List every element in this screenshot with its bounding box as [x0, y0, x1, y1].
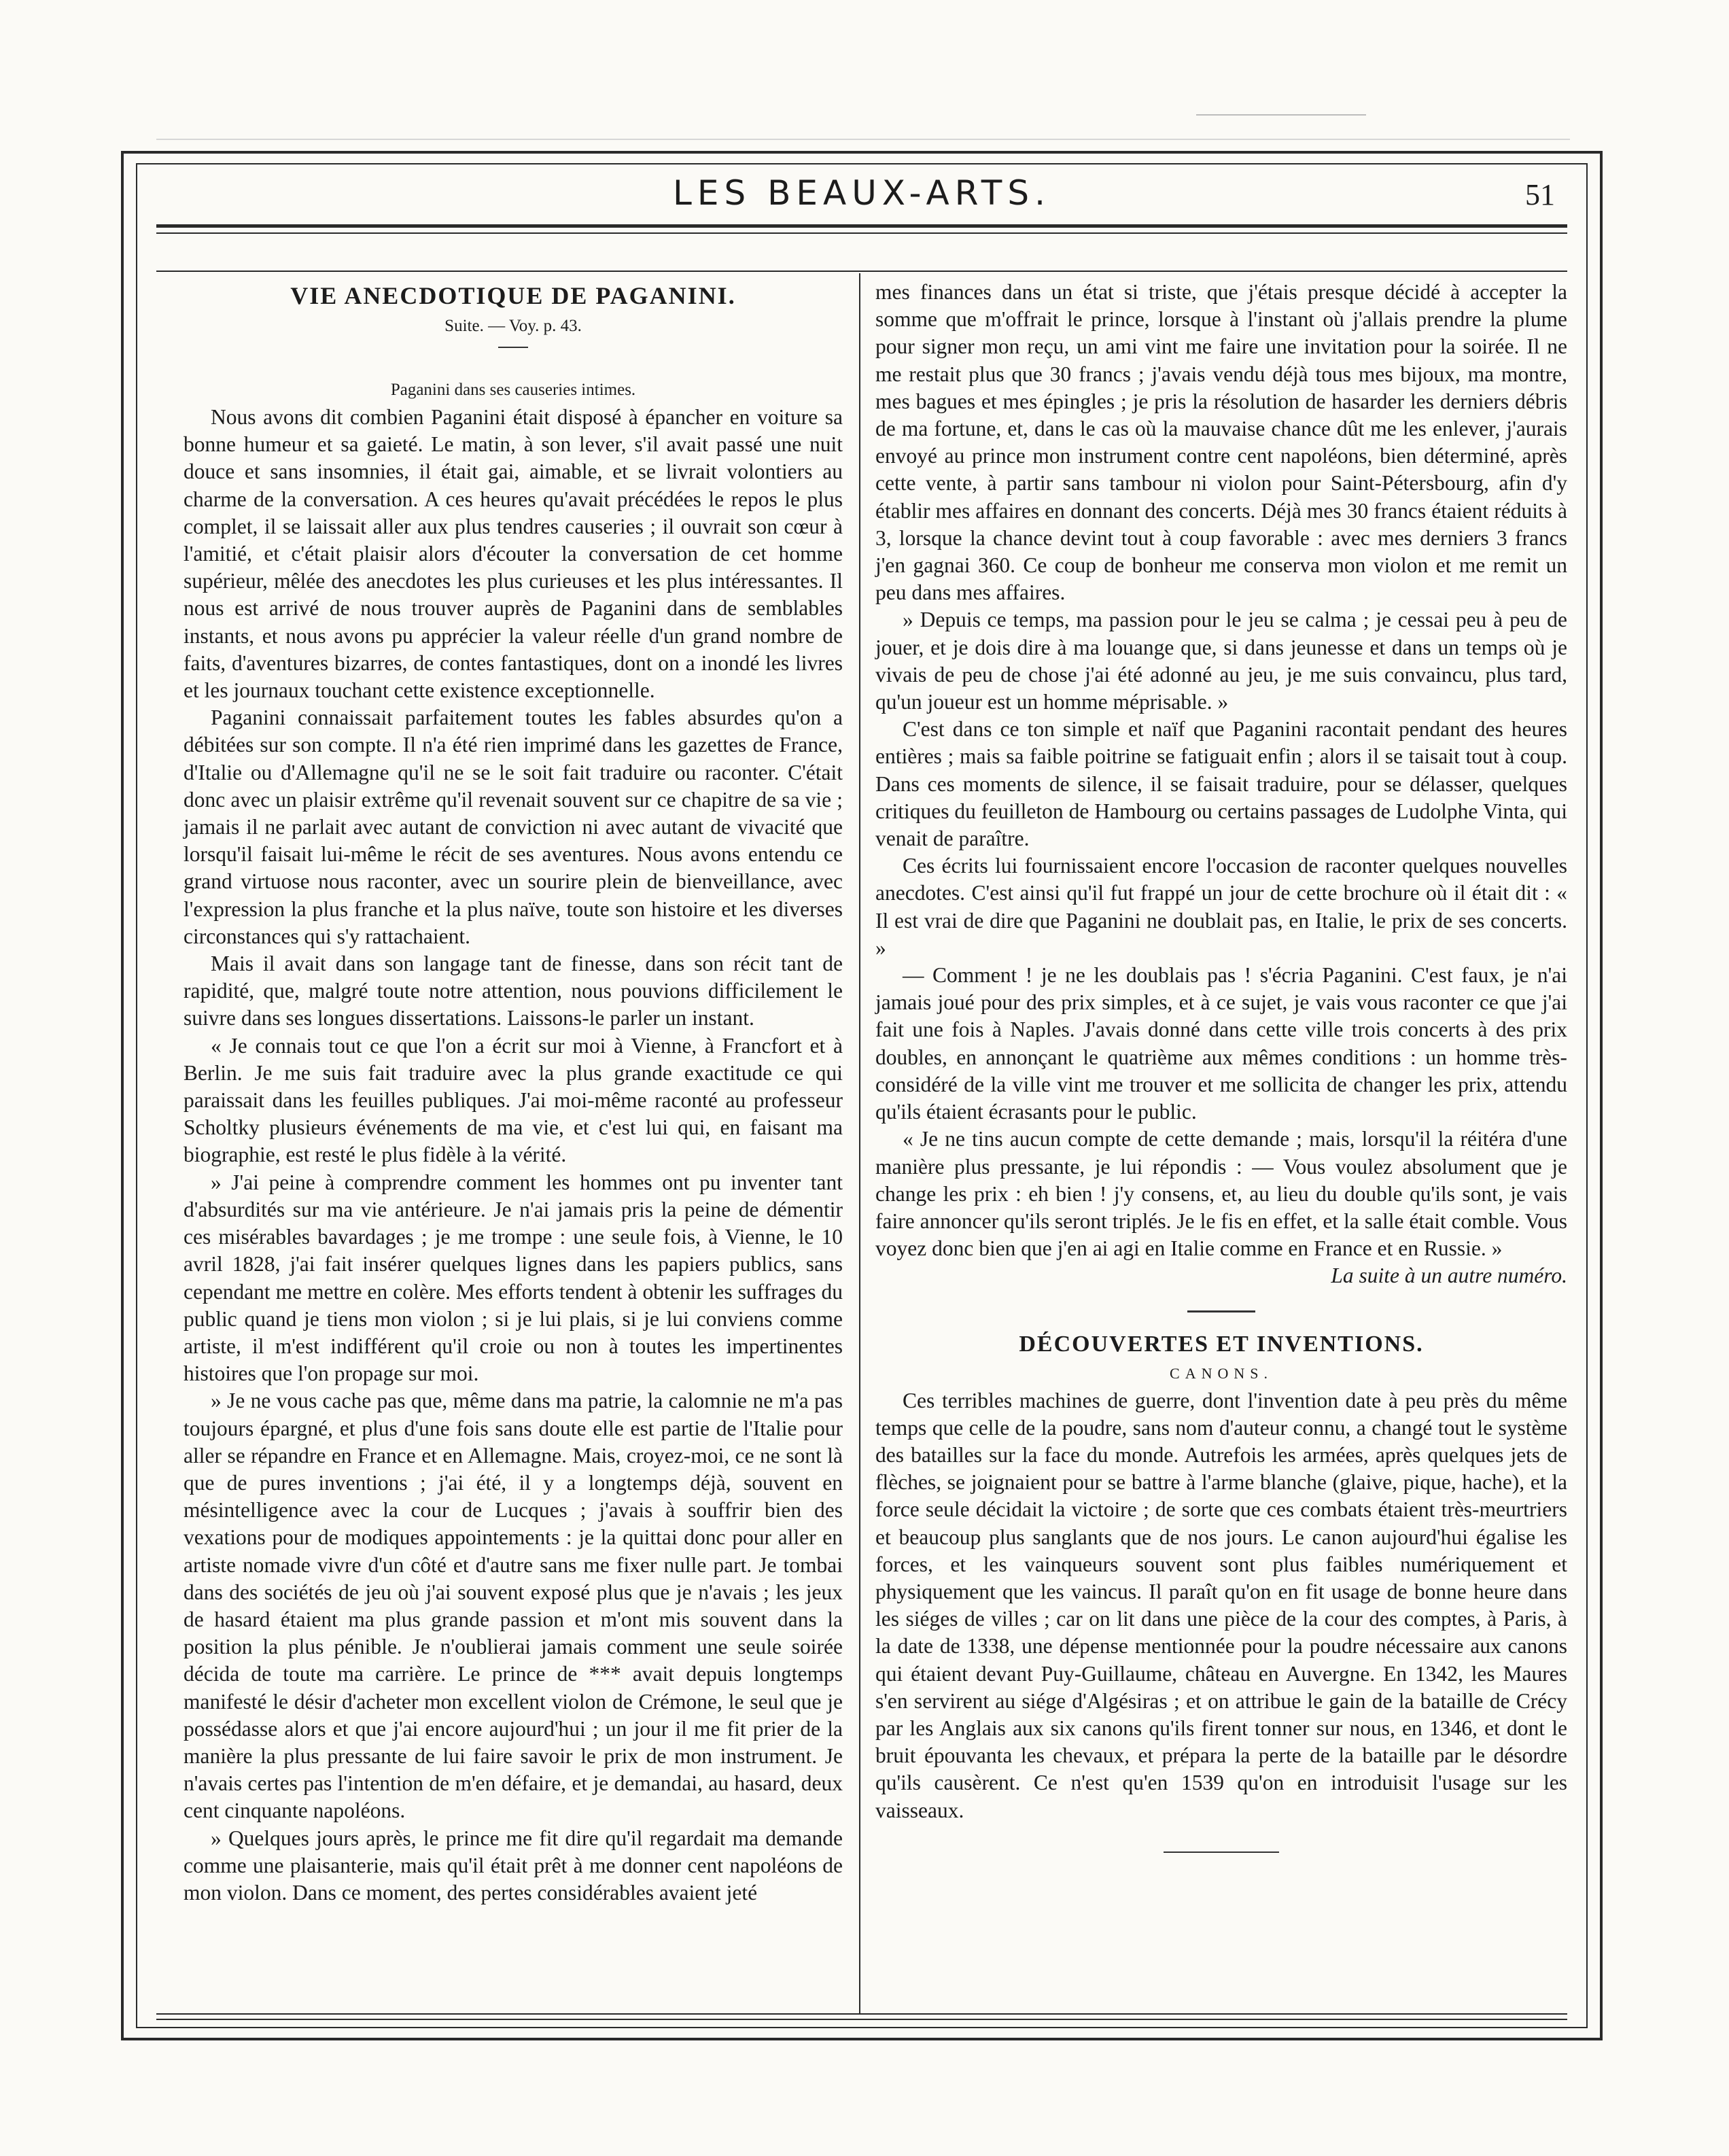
page-number: 51	[1525, 178, 1555, 211]
header-rule-thin	[156, 232, 1567, 234]
paragraph: Ces écrits lui fournissaient encore l'occasion de raconter quelques nouvelles anecdotes. C'est ainsi qu'il fut frappé un jour de cette brochure où il était dit : « Il est vrai de dire que Paganini ne doublait pas, en Italie, le prix de ses concerts. »	[875, 854, 1567, 960]
scan-noise	[156, 139, 1570, 140]
continued-note: La suite à un autre numéro.	[1331, 1264, 1567, 1288]
section-rule	[1187, 1310, 1255, 1312]
paragraph: » Je ne vous cache pas que, même dans ma patrie, la calomnie ne m'a pas toujours épargné, et plus d'une fois sans doute elle est partie de l'Italie pour aller se répandre en France et en Allemagne. Mais, croyez-moi, ce ne sont là que de pures inventions ; j'ai été, il y a longtemps déjà, souvent en mésintelligence avec la cour de Lucques ; j'avais à souffrir bien des vexations pour de modiques appointements : je la quittai donc pour aller en artiste nomade vivre d'un côté et d'autre sans me fixer nulle part. Je tombai dans des sociétés de jeu où j'ai souvent exposé plus que je n'avais ; les jeux de hasard étaient ma plus grande passion et m'ont mis souvent dans la position la plus pénible. Je n'oublierai jamais comment une seule soirée décida de toute ma carrière. Le prince de *** avait depuis longtemps manifesté le désir d'acheter mon excellent violon de Crémone, le seul que je possédasse alors et que j'ai encore aujourd'hui ; un jour il me fit prier de la manière la plus pressante de lui faire savoir le prix de mon instrument. Je n'avais certes pas l'intention de m'en défaire, et je demandai, au hasard, deux cent cinquante napoléons.	[184, 1389, 843, 1823]
header-rule-thick	[156, 224, 1567, 228]
paragraph: » Depuis ce temps, ma passion pour le jeu se calma ; je cessai peu à peu de jouer, et je dois dire à ma louange que, si dans jeunesse et dans un temps où je vivais de peu de chose j'ai été adonné au jeu, je me suis convaincu, plus tard, qu'un joueur est un homme méprisable. »	[875, 608, 1567, 714]
paragraph: » J'ai peine à comprendre comment les hommes ont pu inventer tant d'absurdités sur ma vie antérieure. Je n'ai jamais pris la peine de démentir ces misérables bavardages ; je me trompe : une seule fois, à Vienne, le 10 avril 1828, j'ai fait insérer quelques lignes dans les papiers publics, sans cependant me mettre en colère. Mes efforts tendent à obtenir les suffrages du public quand je tiens mon violon ; si je lui plais, si je lui conviens comme artiste, il m'est indifférent qu'il croie ou non à toutes les impertinentes histoires que l'on propage sur moi.	[184, 1170, 843, 1386]
paragraph: « Je ne tins aucun compte de cette demande ; mais, lorsqu'il la réitéra d'une manière plus pressante, je lui répondis : — Vous voulez absolument que je change les prix : eh bien ! j'y consens, et, au lieu du double qu'ils sont, je vais faire annoncer qu'ils seront triplés. Je le fis en effet, et la salle était comble. Vous voyez donc bien que j'en ai agi en Italie comme en France et en Russie. »	[875, 1127, 1567, 1261]
paragraph: « Je connais tout ce que l'on a écrit sur moi à Vienne, à Francfort et à Berlin. Je me suis fait traduire avec la plus grande exactitude ce qui paraissait dans les feuilles publiques. J'ai moi-même raconté au professeur Scholtky plusieurs événements de ma vie, et c'est lui qui, en faisant ma biographie, est resté le plus fidèle à la vérité.	[184, 1033, 843, 1167]
end-rule	[1164, 1851, 1279, 1853]
paragraph: Nous avons dit combien Paganini était disposé à épancher en voiture sa bonne humeur et sa gaieté. Le matin, à son lever, s'il avait passé une nuit douce et sans insomnies, il était gai, aimable, et se livrait volontiers au charme de la conversation. A ces heures qu'avait précédées le repos le plus complet, il se laissait aller aux plus tendres causeries ; il ouvrait son cœur à l'amitié, et c'était plaisir alors d'écouter la conversation de cet homme supérieur, mêlée des anecdotes les plus curieuses et les plus intéressantes. Il nous est arrivé de nous trouver auprès de Paganini dans de semblables instants, et nous avons pu apprécier la valeur réelle d'un grand nombre de faits, d'aventures bizarres, de contes fantastiques, dont on a inondé les livres et les journaux touchant cette existence exceptionnelle.	[184, 405, 843, 703]
masthead	[136, 173, 1588, 214]
paragraph: » Quelques jours après, le prince me fit dire qu'il regardait ma demande comme une plaisanterie, mais qu'il était prêt à me donner cent napoléons de mon violon. Dans ce moment, des pertes considérables avaient jeté	[184, 1826, 843, 1905]
paragraph: Mais il avait dans son langage tant de finesse, dans son récit tant de rapidité, que, malgré toute notre attention, nous pouvions difficilement le suivre dans ses longues dissertations. Laissons-le parler un instant.	[184, 952, 843, 1030]
column-separator	[859, 273, 860, 2013]
paragraph: C'est dans ce ton simple et naïf que Paganini racontait pendant des heures entières ; mais sa faible poitrine se fatiguait enfin ; alors il se taisait tout à coup. Dans ces moments de silence, il se faisait traduire, pour se délasser, quelques critiques du feuilleton de Hambourg ou certains passages de Ludolphe Vinta, qui venait de paraître.	[875, 717, 1567, 851]
paragraph: Ces terribles machines de guerre, dont l'invention date à peu près du même temps que celle de la poudre, sans nom d'auteur connu, a changé tout le système des batailles sur la face du monde. Autrefois les armées, après quelques jets de flèches, se joignaient pour se battre à l'arme blanche (glaive, pique, hache), et la force seule décidait la victoire ; de sorte que ces combats étaient très-meurtriers et beaucoup plus sanglants que de nos jours. Le canon aujourd'hui égalise les forces, et les vainqueurs souvent sont plus faibles numériquement et physiquement que les vaincus. Il paraît qu'on en fit usage de bonne heure dans les siéges de villes ; car on lit dans une pièce de la cour des comptes, à Paris, à la date de 1338, une dépense mentionnée pour la poudre nécessaire aux canons qui étaient devant Puy-Guillaume, château en Auvergne. En 1342, les Maures s'en servirent au siége d'Algésiras ; et on attribue le gain de la bataille de Crécy par les Anglais aux six canons qu'ils firent tonner sur nous, en 1346, et dont le bruit épouvanta les chevaux, et prépara la perte de la bataille par le désordre qu'ils causèrent. Ce n'est qu'en 1539 qu'on en introduisit l'usage sur les vaisseaux.	[875, 1388, 1567, 1822]
scan-noise	[1196, 114, 1366, 116]
article-subtitle: Suite. — Voy. p. 43.	[444, 317, 582, 335]
section-title: DÉCOUVERTES ET INVENTIONS.	[1019, 1331, 1424, 1357]
left-column	[184, 279, 843, 1907]
footer-rule-2	[156, 2019, 1567, 2020]
paragraph: Paganini connaissait parfaitement toutes les fables absurdes qu'on a débitées sur son compte. Il n'a été rien imprimé dans les gazettes de France, d'Italie ou d'Allemagne qu'il ne se le soit fait traduire ou raconter. C'était donc avec un plaisir extrême qu'il revenait souvent sur ce chapitre de sa vie ; jamais il ne parlait avec autant de conviction ni avec autant de vivacité que lorsqu'il faisait lui-même le récit de ses aventures. Nous avons entendu ce grand virtuose nous raconter, avec un sourire plein de bienveillance, avec l'expression la plus franche et la plus naïve, toute son histoire et les diverses circonstances qui s'y rattachaient.	[184, 706, 843, 948]
header-rule-thin-2	[156, 271, 1567, 272]
section-subtitle: CANONS.	[1170, 1364, 1273, 1382]
publication-title: LES BEAUX-ARTS.	[673, 173, 1051, 213]
section-caption: Paganini dans ses causeries intimes.	[390, 381, 636, 399]
paragraph: mes finances dans un état si triste, que j'étais presque décidé à accepter la somme que m'offrait le prince, lorsque à l'instant où j'allais prendre la plume pour signer mon reçu, un ami vint me faire une invitation pour la soirée. Il ne me restait plus que 30 francs ; j'avais vendu déjà tous mes bijoux, ma montre, mes bagues et mes épingles ; je pris la résolution de hasarder les derniers débris de ma fortune, et, dans le cas où la mauvaise chance dût me les enlever, j'aurais envoyé au prince mon instrument contre cent napoléons, bien déterminé, après cette vente, à partir sans tambour ni violon pour Saint-Pétersbourg, afin d'y établir mes affaires en donnant des concerts. Déjà mes 30 francs étaient réduits à 3, lorsque la chance devint tout à coup favorable : avec mes derniers 3 francs j'en gagnai 360. Ce coup de bonheur me conserva mon violon et me remit un peu dans mes affaires.	[875, 280, 1567, 605]
short-rule	[498, 347, 528, 348]
paragraph: — Comment ! je ne les doublais pas ! s'écria Paganini. C'est faux, je n'ai jamais joué pour des prix simples, et à ce sujet, je vais vous raconter ce que j'ai fait une fois à Naples. J'avais donné dans cette ville trois concerts à des prix doubles, en annonçant le quatrième aux mêmes conditions : un homme très-considéré de la ville vint me trouver et me sollicita de changer les prix, attendu qu'ils étaient écrasants pour le public.	[875, 963, 1567, 1124]
footer-rule	[156, 2013, 1567, 2015]
right-column	[875, 279, 1567, 1853]
article-title: VIE ANECDOTIQUE DE PAGANINI.	[290, 282, 736, 309]
